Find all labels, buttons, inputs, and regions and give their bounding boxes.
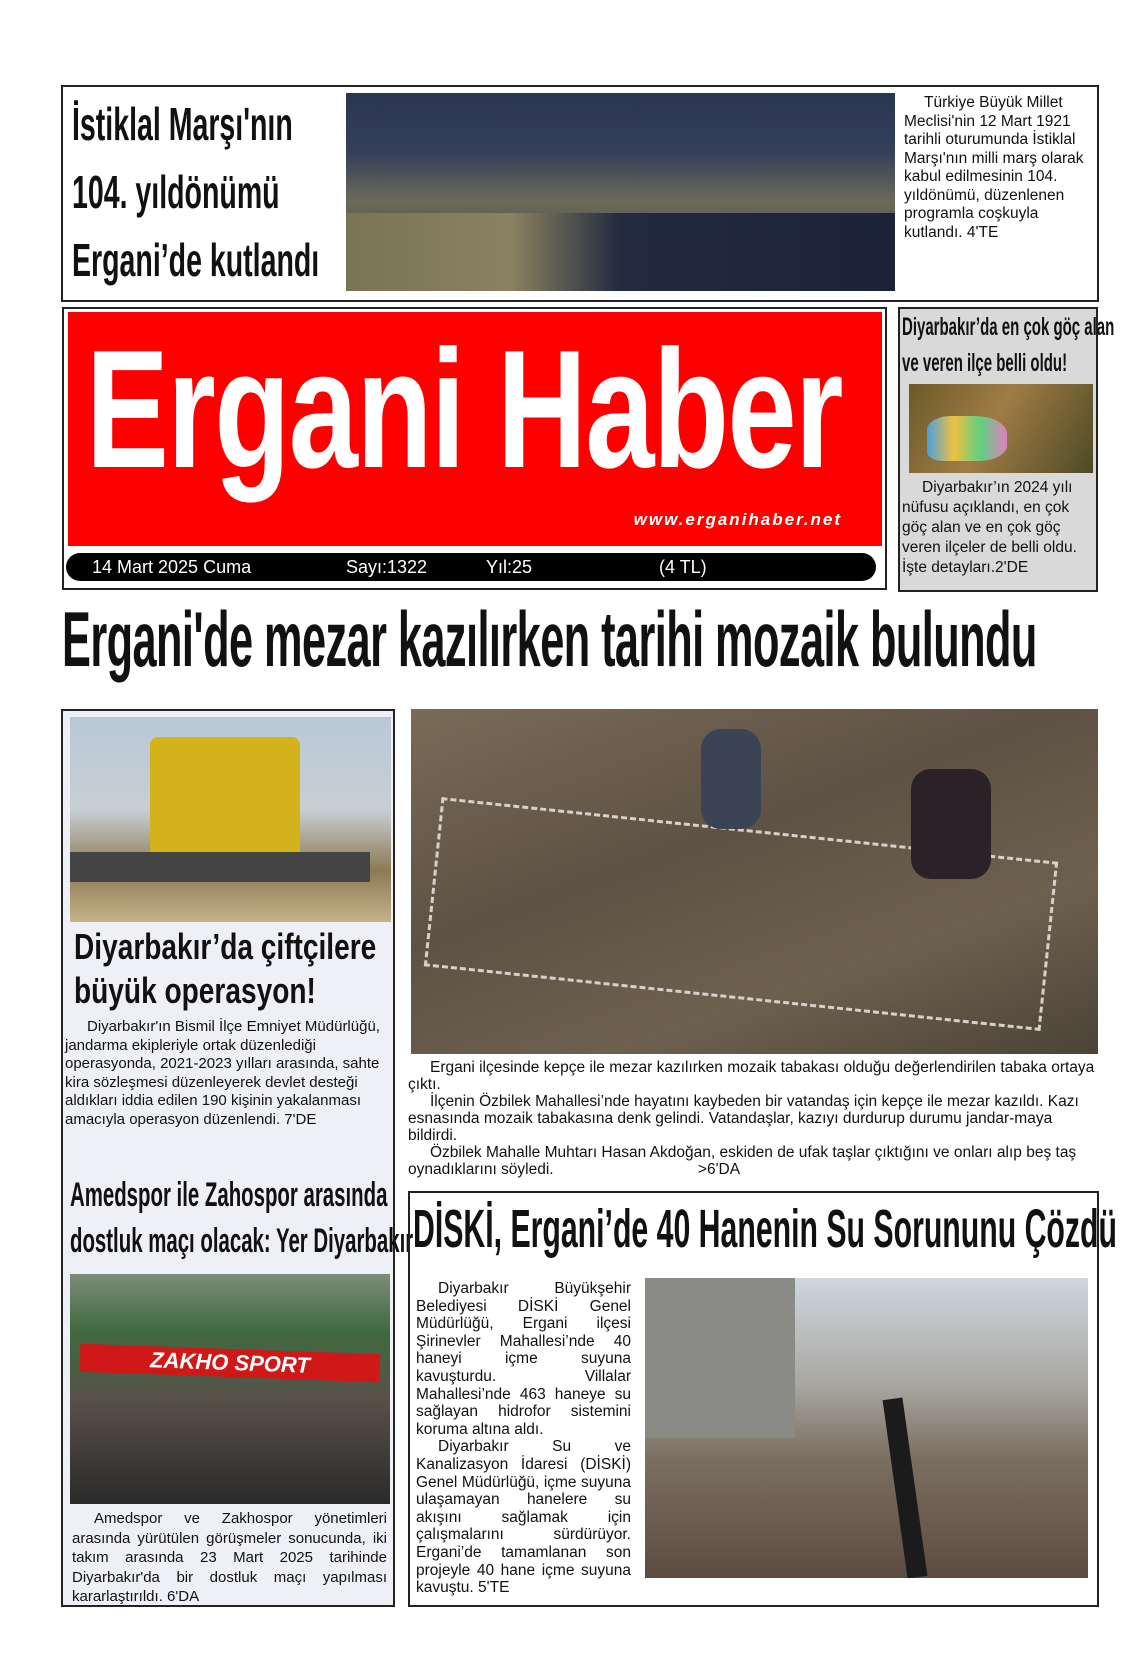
sport-story-body: Amedspor ve Zakhospor yönetimleri arasında yürütülen görüşmeler sonucunda, iki takım arasında 23 Mart 2025 tarihinde Diyarbakır'da bir dostluk maçı yapılması kararlaştırıldı. 6'DA — [72, 1510, 387, 1605]
main-story-page-ref: >6'DA — [697, 1161, 741, 1178]
top-story-headline[interactable]: İstiklal Marşı'nın 104. yıldönümü Ergani’de kutlandı — [72, 98, 320, 286]
farm-story-headline[interactable]: Diyarbakır’da çiftçilere büyük operasyon! — [74, 926, 377, 1011]
harvester-photo — [70, 717, 391, 922]
mosaic-dig-photo — [411, 709, 1098, 1054]
water-story-headline[interactable]: DİSKİ, Ergani’de 40 Hanenin Su Sorununu Çözdü — [413, 1199, 1117, 1259]
main-headline[interactable]: Ergani'de mezar kazılırken tarihi mozaik bulundu — [62, 595, 1037, 683]
masthead-url[interactable]: www.erganihaber.net — [633, 510, 842, 529]
farm-story-body: Diyarbakır'ın Bismil İlçe Emniyet Müdürlüğü, jandarma ekipleriyle ortak düzenlediği operasyonda, 2021-2023 yılları arasında, sahte kira sözleşmesi düzenleyerek devlet desteği aldıkları iddia edilen 190 kişinin yakalanması amacıyla operasyon düzenlendi. 7'DE — [65, 1018, 380, 1128]
water-story-body: Diyarbakır Büyükşehir Belediyesi DİSKİ Genel Müdürlüğü, Ergani ilçesi Şirinevler Mahallesi’nde 40 haneyi içme suyuna kavuşturdu. Villalar Mahallesi’nde 463 haneye su sağlayan hidrofor sistemini koruma altına aldı. Diyarbakır Su ve Kanalizasyon İdaresi (DİSKİ) Genel Müdürlüğü, içme suyuna ulaşamayan hanelere su akışını sağlamak için çalışmalarını sürdürüyor. Ergani’de tamamlanan son projeyle 40 hane içme suyuna kavuştu. 5'TE — [416, 1280, 631, 1597]
main-story-body: Ergani ilçesinde kepçe ile mezar kazılırken mozaik tabakası olduğu değerlendirilen tabaka ortaya çıktı. İlçenin Özbilek Mahallesi’nde hayatını kaybeden bir vatandaş için kepçe ile mezar kazıldı. Kazı esnasında mozaik tabakasına denk gelindi. Vatandaşlar, kazıyı durdurup durumu jandar-maya bildirdi. Özbilek Mahalle Muhtarı Hasan Akdoğan, eskiden de ufak taşlar çıktığını ve onları alıp beş taş oynadıklarını söyledi. >6'DA — [408, 1059, 1095, 1178]
issue-price: (4 TL) — [659, 557, 707, 577]
zakho-scarf: ZAKHO SPORT — [80, 1344, 381, 1382]
masthead-banner — [68, 312, 882, 546]
issue-year: Yıl:25 — [486, 557, 533, 577]
side-story-headline[interactable]: Diyarbakır’da en çok göç alan ve veren ilçe belli oldu! — [902, 313, 1115, 377]
sport-story-headline[interactable]: Amedspor ile Zahospor arasında dostluk maçı olacak: Yer Diyarbakır — [70, 1176, 414, 1260]
issue-number: Sayı:1322 — [346, 557, 428, 577]
diyarbakir-map-photo — [909, 384, 1093, 473]
stadium-photo — [70, 1274, 390, 1504]
water-pipe-photo — [645, 1278, 1088, 1578]
side-story-body: Diyarbakır’ın 2024 yılı nüfusu açıklandı, en çok göç alan ve en çok göç veren ilçeler de belli oldu. İşte detayları.2'DE — [902, 479, 1077, 576]
top-story-summary: Türkiye Büyük Millet Meclisi'nin 12 Mart 1921 tarihli oturumunda İstiklal Marşı'nın milli marş olarak kabul edilmesinin 104. yıldönümü, düzenlenen programla coşkuyla kutlandı. 4'TE — [904, 94, 1084, 241]
issue-date: 14 Mart 2025 Cuma — [92, 557, 252, 577]
masthead-title: Ergani Haber — [86, 315, 843, 503]
masthead-info-bar — [66, 553, 876, 581]
ceremony-photo — [346, 93, 895, 291]
